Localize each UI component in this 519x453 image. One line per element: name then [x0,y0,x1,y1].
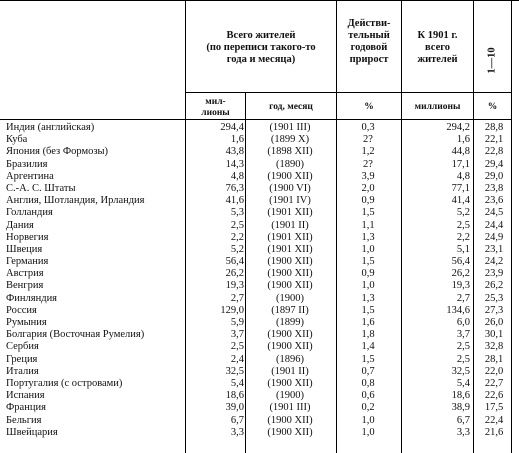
population-1901-cell: 18,6 [451,390,470,402]
population-cell: 76,3 [225,182,244,194]
country-name: Румыния [6,317,47,328]
table-row [0,378,519,390]
census-date-cell: (1900 XII) [267,329,313,341]
growth-cell: 0,9 [361,195,375,207]
census-date-cell: (1901 IV) [269,195,311,207]
table-row [0,195,519,207]
population-cell: 2,4 [230,353,244,365]
growth-cell: 1,3 [361,231,375,243]
population-cell: 2,2 [230,231,244,243]
census-date-cell: (1900 XII) [267,170,313,182]
population-1901-cell: 26,2 [451,268,470,280]
age-pct-cell: 24,5 [484,207,504,219]
census-date-cell: (1900 VI) [269,182,311,194]
population-cell: 2,7 [230,292,244,304]
growth-cell: 0,3 [361,122,375,133]
age-pct-cell: 24,2 [484,256,504,268]
header-bottom-line [0,119,511,120]
table-row [0,159,519,171]
population-1901-cell: 2,5 [456,341,470,353]
table-row [0,207,519,219]
table-body [0,122,519,439]
sub-pct-age: % [487,102,498,112]
growth-cell: 1,5 [361,207,375,219]
population-1901-cell: 2,7 [456,292,470,304]
growth-cell: 1,4 [361,341,375,353]
age-pct-cell: 28,1 [484,353,504,365]
age-pct-cell: 21,6 [484,426,504,438]
age-pct-cell: 22,7 [484,377,504,389]
census-date-cell: (1900 XII) [267,341,313,353]
census-date-cell: (1900 XII) [267,414,313,426]
table-row [0,341,519,353]
growth-cell: 1,5 [361,304,375,316]
table-row [0,220,519,232]
age-pct-cell: 22,8 [484,146,504,158]
census-date-cell: (1900 XII) [267,256,313,268]
table-row [0,329,519,341]
population-1901-cell: 41,4 [451,195,470,207]
census-date-cell: (1900 XII) [267,268,313,280]
country-name: Аргентина [6,170,54,182]
census-date-cell: (1901 II) [271,365,309,377]
country-name: Финляндия [6,292,58,304]
population-1901-cell: 1,6 [456,134,470,146]
country-name: Венгрия [6,280,44,292]
population-cell: 56,4 [225,256,244,268]
growth-cell: 0,6 [361,390,375,402]
population-1901-cell: 2,5 [456,353,470,365]
census-date-cell: (1896) [276,353,304,365]
table-row [0,122,519,134]
country-name: С.-А. С. Штаты [6,182,76,194]
population-1901-cell: 6,7 [456,414,470,426]
age-pct-cell: 29,4 [484,158,504,170]
table-row [0,366,519,378]
population-cell: 4,8 [230,170,244,182]
table-row [0,268,519,280]
table-row [0,146,519,158]
population-1901-cell: 32,5 [451,365,470,377]
census-date-cell: (1901 XII) [267,243,313,255]
age-pct-cell: 23,9 [484,268,504,280]
country-name: Бразилия [6,158,48,170]
population-cell: 14,3 [225,158,244,170]
table-row [0,293,519,305]
population-cell: 19,3 [225,280,244,292]
population-cell: 39,0 [225,402,244,414]
country-name: Австрия [6,268,44,280]
sub-pct-growth: % [364,102,374,112]
population-1901-cell: 56,4 [451,256,470,268]
header-sub-line [185,92,511,93]
col-1901-header: К 1901 г. всего жителей [417,30,458,65]
country-name: Португалия (с островами) [6,377,123,389]
population-cell: 5,2 [230,243,244,255]
population-1901-cell: 77,1 [451,182,470,194]
population-cell: 3,3 [230,426,244,438]
population-1901-cell: 44,8 [451,146,470,158]
country-name: Сербия [6,341,39,353]
census-date-cell: (1900) [276,390,304,402]
age-pct-cell: 32,8 [484,341,504,353]
country-name: Италия [6,365,39,377]
table-row [0,171,519,183]
population-1901-cell: 38,9 [451,402,470,414]
country-name: Испания [6,390,45,402]
country-name: Швейцария [6,426,58,438]
growth-cell: 1,0 [361,426,375,438]
age-pct-cell: 22,6 [484,390,504,402]
sub-millions: мил- лионы [201,97,230,118]
growth-cell: 2,0 [361,182,375,194]
age-pct-cell: 23,8 [484,182,504,194]
table-row [0,305,519,317]
census-date-cell: (1890) [276,158,304,170]
age-pct-cell: 27,3 [484,304,504,316]
age-pct-cell: 28,8 [484,122,504,133]
table-row [0,134,519,146]
table-row [0,232,519,244]
growth-cell: 1,0 [361,280,375,292]
sub-millions-1901: миллионы [414,102,461,112]
growth-cell: 0,8 [361,377,375,389]
growth-cell: 0,7 [361,365,375,377]
population-cell: 41,6 [225,195,244,207]
population-cell: 26,2 [225,268,244,280]
population-cell: 2,5 [230,219,244,231]
table-row [0,317,519,329]
country-name: Греция [6,353,38,365]
population-cell: 1,6 [230,134,244,146]
population-cell: 43,8 [225,146,244,158]
country-name: Дания [6,219,34,231]
population-1901-cell: 3,7 [456,329,470,341]
growth-cell: 1,5 [361,353,375,365]
growth-cell: 1,0 [361,243,375,255]
growth-cell: 1,0 [361,414,375,426]
census-date-cell: (1900 XII) [267,426,313,438]
table-row [0,402,519,414]
population-cell: 32,5 [225,365,244,377]
population-1901-cell: 2,2 [456,231,470,243]
age-pct-cell: 17,5 [484,402,504,414]
country-name: Болгария (Восточная Румелия) [6,329,145,341]
age-pct-cell: 22,4 [484,414,504,426]
population-1901-cell: 17,1 [451,158,470,170]
population-cell: 5,4 [230,377,244,389]
country-name: Англия, Шотландия, Ирландия [6,195,145,207]
population-cell: 2,5 [230,341,244,353]
population-cell: 5,9 [230,317,244,328]
age-pct-cell: 23,1 [484,243,504,255]
age-pct-cell: 26,2 [484,280,504,292]
population-1901-cell: 19,3 [451,280,470,292]
population-cell: 18,6 [225,390,244,402]
census-date-cell: (1899 X) [270,134,310,146]
population-cell: 5,3 [230,207,244,219]
population-1901-cell: 6,0 [456,317,470,328]
age-pct-cell: 25,3 [484,292,504,304]
census-date-cell: (1900 XII) [267,377,313,389]
census-date-cell: (1901 XII) [267,231,313,243]
table-row [0,427,519,439]
population-1901-cell: 134,6 [446,304,470,316]
country-name: Швеция [6,243,43,255]
census-date-cell: (1901 XII) [267,207,313,219]
country-name: Голландия [6,207,53,219]
census-date-cell: (1897 II) [271,304,309,316]
country-name: Норвегия [6,231,49,243]
table-row [0,415,519,427]
country-name: Япония (без Формозы) [6,146,109,158]
country-name: Индия (английская) [6,122,95,133]
census-date-cell: (1900) [276,292,304,304]
population-1901-cell: 294,2 [446,122,470,133]
population-1901-cell: 5,4 [456,377,470,389]
growth-cell: 1,8 [361,329,375,341]
table-row [0,244,519,256]
col-growth-header: Действи- тельный годовой прирост [347,18,391,65]
age-pct-cell: 22,1 [484,134,504,146]
table-row [0,183,519,195]
growth-cell: 2? [363,158,373,170]
population-cell: 294,4 [220,122,244,133]
census-date-cell: (1898 XII) [267,146,313,158]
population-1901-cell: 4,8 [456,170,470,182]
table-row [0,280,519,292]
age-pct-cell: 24,9 [484,231,504,243]
population-1901-cell: 3,3 [456,426,470,438]
age-pct-cell: 24,4 [484,219,504,231]
population-cell: 3,7 [230,329,244,341]
census-date-cell: (1900 XII) [267,280,313,292]
census-date-cell: (1901 III) [269,402,311,414]
table-top-border [0,0,519,1]
table-row [0,354,519,366]
growth-cell: 1,6 [361,317,375,328]
population-cell: 129,0 [220,304,244,316]
growth-cell: 1,1 [361,219,375,231]
country-name: Франция [6,402,46,414]
age-pct-cell: 23,6 [484,195,504,207]
growth-cell: 3,9 [361,170,375,182]
growth-cell: 1,3 [361,292,375,304]
age-pct-cell: 26,0 [484,317,504,328]
col-total-header: Всего жителей (по переписи такого-то года и месяца) [206,30,316,65]
country-name: Германия [6,256,49,268]
table-row [0,390,519,402]
table-row [0,256,519,268]
census-date-cell: (1901 III) [269,122,311,133]
age-pct-cell: 29,0 [484,170,504,182]
growth-cell: 0,9 [361,268,375,280]
growth-cell: 1,2 [361,146,375,158]
age-pct-cell: 22,0 [484,365,504,377]
country-name: Куба [6,134,28,146]
population-1901-cell: 2,5 [456,219,470,231]
population-1901-cell: 5,1 [456,243,470,255]
census-date-cell: (1899) [276,317,304,328]
country-name: Бельгия [6,414,42,426]
growth-cell: 2? [363,134,373,146]
population-1901-cell: 5,2 [456,207,470,219]
age-pct-cell: 30,1 [484,329,504,341]
population-cell: 6,7 [230,414,244,426]
growth-cell: 1,5 [361,256,375,268]
sub-year-month: год, месяц [269,102,313,112]
census-date-cell: (1901 II) [271,219,309,231]
country-name: Россия [6,304,37,316]
col-age-header: 1—10 [486,47,498,74]
growth-cell: 0,2 [361,402,375,414]
